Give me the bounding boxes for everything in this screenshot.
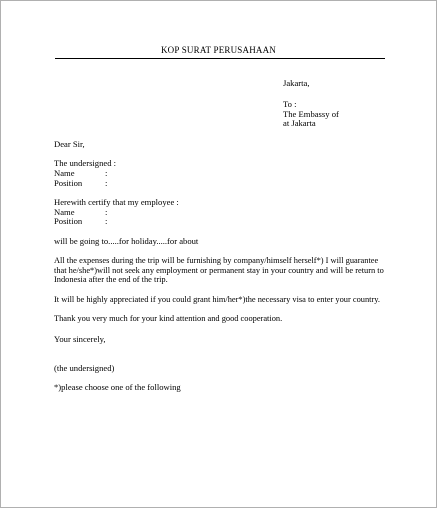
employee-name-colon: : xyxy=(105,207,108,217)
salutation: Dear Sir, xyxy=(54,139,85,149)
place-date: Jakarta, xyxy=(283,78,310,88)
trip-line: will be going to.....for holiday.....for about xyxy=(54,236,199,246)
undersigned-position-label: Position xyxy=(54,178,83,188)
undersigned-position-colon: : xyxy=(105,178,108,188)
recipient-addressee: The Embassy of xyxy=(283,109,339,119)
employee-name-label: Name xyxy=(54,207,75,217)
undersigned-name-label: Name xyxy=(54,168,75,178)
closing: Your sincerely, xyxy=(54,334,106,344)
recipient-to: To : xyxy=(283,99,297,109)
letterhead-title: KOP SURAT PERUSAHAAN xyxy=(160,45,277,55)
employee-heading: Herewith certify that my employee : xyxy=(54,197,179,207)
expenses-paragraph: All the expenses during the trip will be furnishing by company/himself herself*) I will guarantee that he/she*)will not seek any employment or permanent stay in your country and will be return to Indonesia after the end of the trip. xyxy=(54,256,384,285)
employee-position-label: Position xyxy=(54,216,83,226)
undersigned-name-colon: : xyxy=(105,168,108,178)
recipient-location: at Jakarta xyxy=(283,118,316,128)
undersigned-heading: The undersigned : xyxy=(54,158,117,168)
footnote: *)please choose one of the following xyxy=(54,382,181,392)
visa-paragraph: It will be highly appreciated if you could grant him/her*)the necessary visa to enter your country. xyxy=(54,295,380,304)
employee-position-colon: : xyxy=(105,216,108,226)
signature: (the undersigned) xyxy=(54,363,115,373)
letterhead-divider xyxy=(55,58,385,59)
thanks-paragraph: Thank you very much for your kind attention and good cooperation. xyxy=(54,314,283,323)
